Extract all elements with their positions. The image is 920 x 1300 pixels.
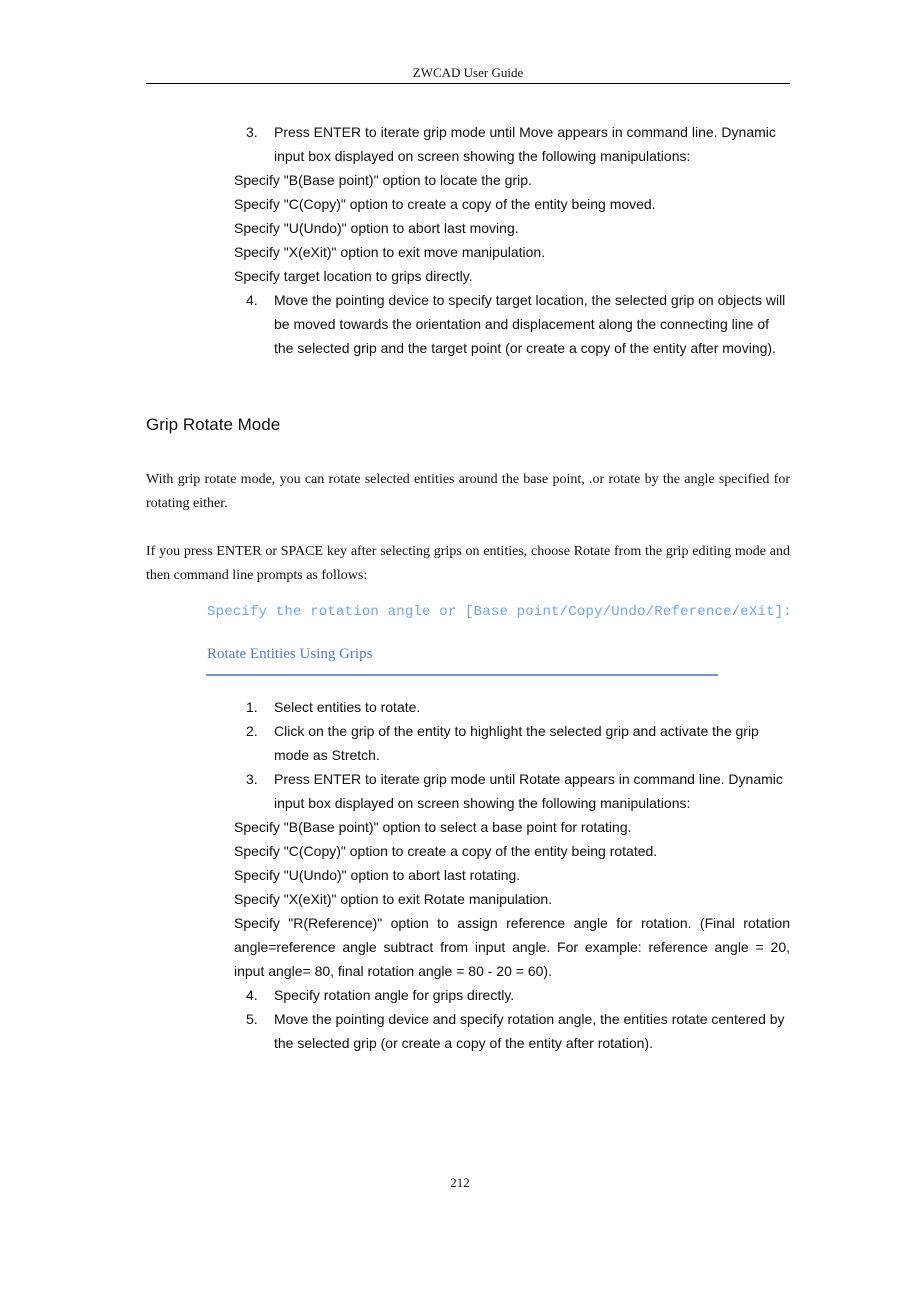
- item-number: 3.: [246, 771, 258, 787]
- item-text: Press ENTER to iterate grip mode until Move appears in command line. Dynamic input box displayed on screen showing the following manipulations:: [274, 124, 776, 164]
- item-text: Move the pointing device to specify target location, the selected grip on objects will be moved towards the orientation and displacement along the connecting line of the selected grip and the target point (or create a copy of the entity after moving).: [274, 292, 786, 356]
- option-line: Specify "X(eXit)" option to exit move manipulation.: [234, 244, 546, 260]
- item-number: 2.: [246, 723, 258, 739]
- subheading-rule: [206, 674, 718, 676]
- item-text: Specify rotation angle for grips directly.: [274, 987, 515, 1003]
- running-header: ZWCAD User Guide: [412, 65, 524, 80]
- option-line: Specify "B(Base point)" option to select a base point for rotating.: [234, 819, 632, 835]
- item-text: Move the pointing device and specify rotation angle, the entities rotate centered by the selected grip (or create a copy of the entity after rotation).: [274, 1011, 785, 1051]
- item-number: 5.: [246, 1011, 258, 1027]
- item-text: Select entities to rotate.: [274, 699, 421, 715]
- command-prompt: Specify the rotation angle or [Base point/Copy/Undo/Reference/eXit]:: [207, 604, 792, 620]
- item-text: Click on the grip of the entity to highlight the selected grip and activate the grip mode as Stretch.: [274, 723, 759, 763]
- option-line: Specify "C(Copy)" option to create a copy of the entity being rotated.: [234, 843, 658, 859]
- option-line: Specify "C(Copy)" option to create a copy of the entity being moved.: [234, 196, 656, 212]
- header-rule: [146, 83, 790, 84]
- page-number: 212: [450, 1175, 470, 1190]
- item-number: 1.: [246, 699, 258, 715]
- item-text: Press ENTER to iterate grip mode until Rotate appears in command line. Dynamic input box displayed on screen showing the following manipulations:: [274, 771, 783, 811]
- item-number: 4.: [246, 987, 258, 1003]
- option-line: Specify "X(eXit)" option to exit Rotate manipulation.: [234, 891, 553, 907]
- list-item: [234, 1007, 790, 1055]
- section-heading: Grip Rotate Mode: [146, 415, 281, 434]
- subheading: Rotate Entities Using Grips: [207, 646, 373, 662]
- option-line: Specify target location to grips directly.: [234, 268, 473, 284]
- list-item: [234, 120, 790, 168]
- list-item: [234, 288, 790, 360]
- option-line: Specify "B(Base point)" option to locate the grip.: [234, 172, 532, 188]
- option-line: Specify "U(Undo)" option to abort last rotating.: [234, 867, 521, 883]
- option-line: Specify "R(Reference)" option to assign reference angle for rotation. (Final rotation angle=reference angle subtract from input angle. For example: reference angle = 20, input angle= 80, final rotation angle = 80 - 20 = 60).: [234, 915, 790, 979]
- item-number: 4.: [246, 292, 258, 308]
- list-item: [234, 983, 790, 1007]
- item-number: 3.: [246, 124, 258, 140]
- list-item: [234, 695, 790, 719]
- prompt-paragraph: If you press ENTER or SPACE key after selecting grips on entities, choose Rotate from the grip editing mode and then command line prompts as follows:: [146, 544, 790, 583]
- move-steps: [234, 120, 790, 360]
- option-line: Specify "U(Undo)" option to abort last moving.: [234, 220, 519, 236]
- rotate-steps: [234, 695, 790, 1055]
- list-item: [234, 767, 790, 815]
- list-item: [234, 719, 790, 767]
- intro-paragraph: With grip rotate mode, you can rotate selected entities around the base point, .or rotate by the angle specified for rotating either.: [146, 472, 790, 511]
